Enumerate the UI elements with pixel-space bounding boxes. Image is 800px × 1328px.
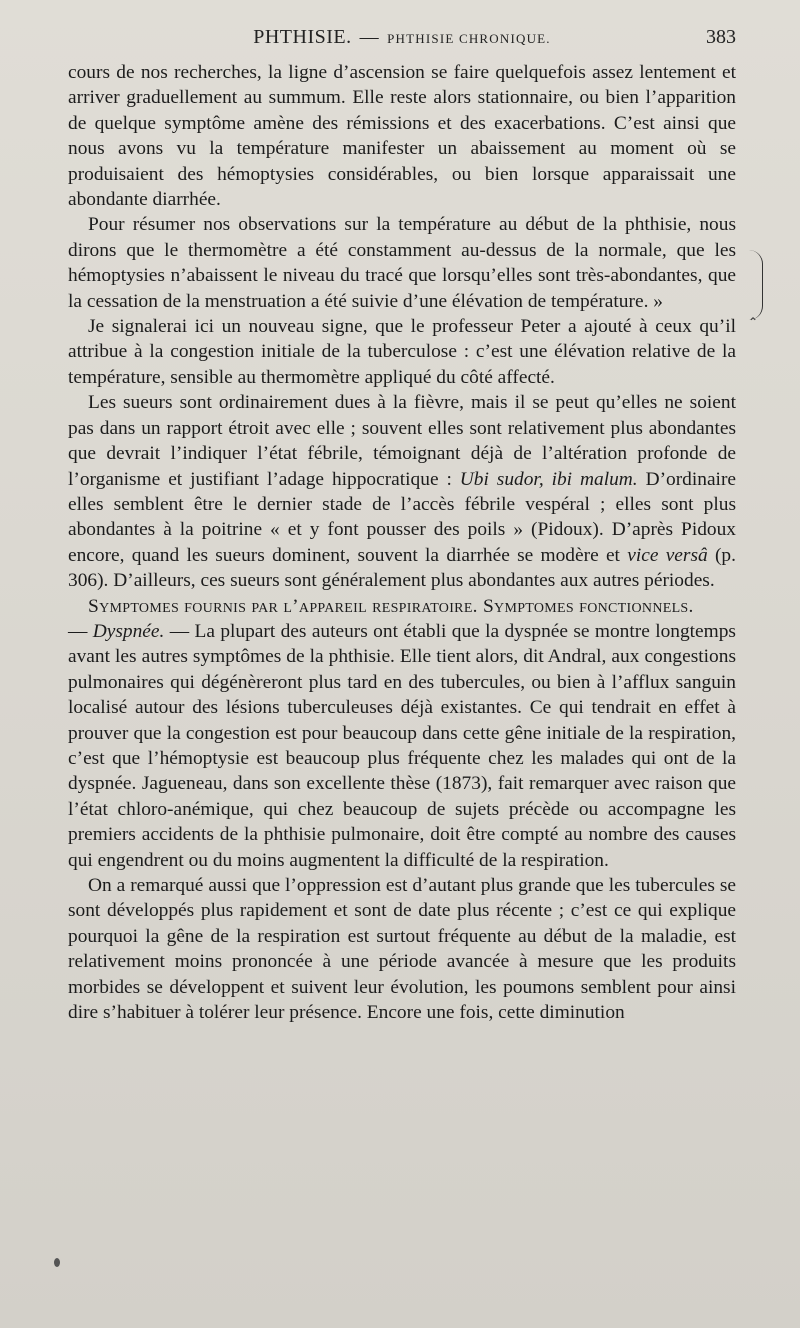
margin-tick-mark: ⌃ (748, 315, 759, 329)
section-heading: Symptomes fournis par l’appareil respiratoire. Symptomes fonctionnels. (88, 595, 694, 617)
running-header (68, 24, 736, 52)
heading-dash: — (68, 620, 93, 642)
paragraph-3: Je signalerai ici un nouveau signe, que le professeur Peter a ajouté à ceux qu’il attribue à la congestion initiale de la tuberculose : c’est une élévation relative de la température, sensible au thermomètre appliqué du côté affecté. (68, 316, 736, 388)
paragraph-1: cours de nos recherches, la ligne d’ascension se faire quelquefois assez lentement et arriver graduellement au summum. Elle reste alors stationnaire, ou bien l’apparition de quelque symptôme amène des rémissions et des exacerbations. C’est ainsi que nous avons vu la température manifester un abaissement au moment où se produisaient des hémoptysies considérables, ou bien lorsque apparaissait une abondante diarrhée. (68, 62, 736, 211)
paragraph-6: On a remarqué aussi que l’oppression est d’autant plus grande que les tubercules se sont développés plus rapidement et sont de date plus récente ; c’est ce qui explique pourquoi la gêne de la respiration est surtout fréquente au début de la maladie, est relativement moins prononcée à une période avancée à mesure que les produits morbides se développent et suivent leur évolution, les poumons semblent pour ainsi dire s’habituer à tolérer leur présence. Encore une fois, cette diminution (68, 875, 736, 1024)
paragraph-5 (68, 594, 736, 873)
running-title (68, 26, 736, 49)
header-title-sub: PHTHISIE CHRONIQUE. (387, 31, 551, 46)
ink-spot (54, 1258, 60, 1267)
header-separator: — (359, 27, 380, 48)
subsection-dyspnee: Dyspnée. (92, 620, 165, 642)
paragraph-5-text: — La plupart des auteurs ont établi que la dyspnée se montre longtemps avant les autres symptômes de la phthisie. Elle tient alors, dit Andral, aux congestions pulmonaires qui dégénèreront plus tard en des tubercules, ou bien à l’afflux sanguin localisé autour des lésions tuberculeuses déjà existantes. Ce qui tendrait en effet à prouver que la congestion est pour beaucoup dans cette gêne initiale de la respiration, c’est que l’hémoptysie est beaucoup plus fréquente chez les malades qui ont de la dyspnée. Jagueneau, dans son excellente thèse (1873), fait remarquer avec raison que l’état chloro-anémique, qui chez beaucoup de sujets précède ou accompagne les premiers accidents de la phthisie pulmonaire, doit être compté au nombre des causes qui engendrent ou du moins augmentent la difficulté de la respiration. (68, 620, 736, 871)
paragraph-4-part-c: (p. 306). D’ailleurs, ces sueurs sont généralement plus abondantes aux autres périodes. (68, 544, 736, 592)
paragraph-4 (68, 390, 736, 593)
page-number: 383 (706, 26, 736, 48)
margin-bracket-mark (746, 250, 763, 320)
paragraph-4-part-b: D’ordinaire elles semblent être le dernier stade de l’accès fébrile vespéral ; elles sont plus abondantes à la poitrine « et y font pousser des poils » (Pidoux). D’après Pidoux encore, quand les sueurs dominent, souvent la diarrhée se modère et (68, 468, 737, 566)
vice-versa: vice versâ (627, 544, 708, 566)
paragraph-4-part-a: Les sueurs sont ordinairement dues à la fièvre, mais il se peut qu’elles ne soient pas dans un rapport étroit avec elle ; souvent elles sont relativement plus abondantes que devrait l’indiquer l’état fébrile, témoignant déjà de l’altération profonde de l’organisme et justifiant l’adage hippocratique : (68, 392, 736, 490)
paragraph-2: Pour résumer nos observations sur la température au début de la phthisie, nous dirons que le thermomètre a été constamment au-dessus de la normale, que les hémoptysies n’abaissent le niveau du tracé que lorsqu’elles sont très-abondantes, que la cessation de la menstruation a été suivie d’une élévation de température. » (68, 214, 736, 312)
latin-adage: Ubi sudor, ibi malum. (459, 468, 638, 490)
body-text (68, 60, 736, 1025)
header-title-main: PHTHISIE. (253, 26, 352, 48)
